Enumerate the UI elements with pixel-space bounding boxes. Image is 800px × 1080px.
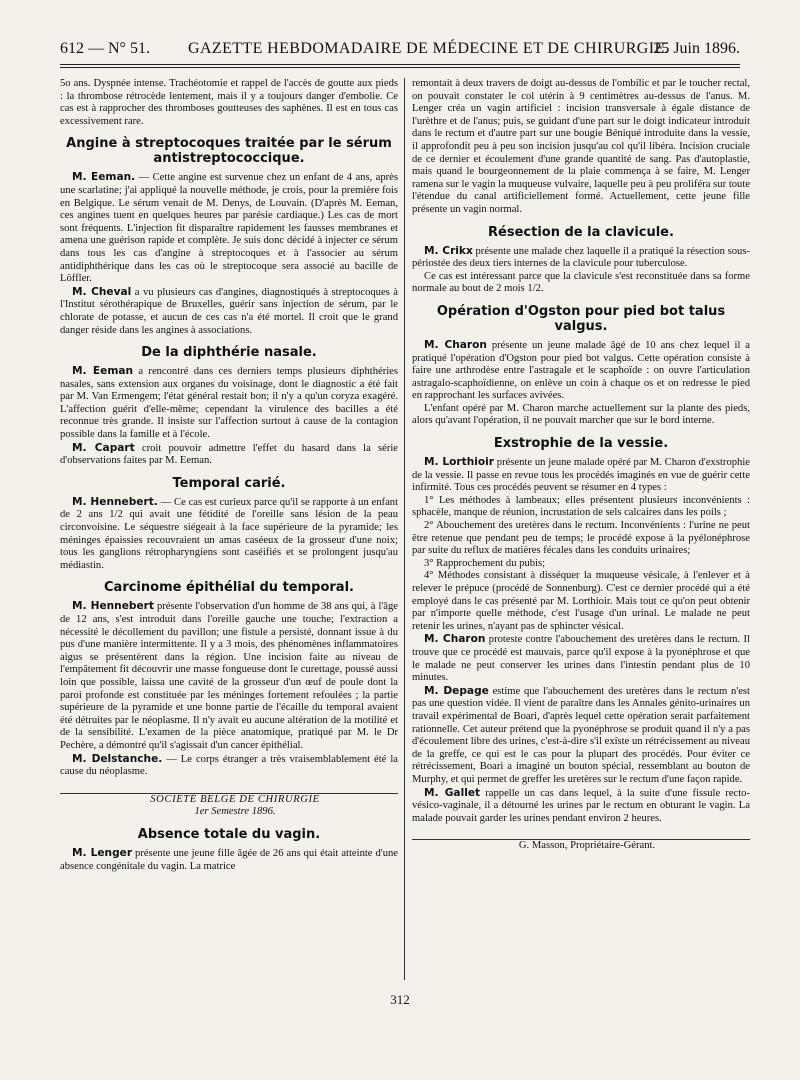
paragraph-text: — Ce cas est curieux parce qu'il se rapporte à un enfant de 2 ans 1/2 qui avait une fétidité de l'oreille sans lésion de la peau circonvoisine. Le séquestre siégeait à la face supérieure de la pyramide; les méninges épaissies recouvraient un amas caséeux de la grosseur d'une noix; tous les ganglions rétropharyngiens sont caséifiés et se prolongent jusqu'au médiastin. bbox=[60, 496, 398, 571]
speaker-name: M. Charon bbox=[424, 633, 486, 646]
paragraph-text: — Le corps étranger a très vraisemblablement été la cause du néoplasme. bbox=[60, 753, 398, 778]
list-item: 4° Méthodes consistant à disséquer la muqueuse vésicale, à l'enlever et à relever le prépuce (procédé de Sonnenburg). C'est ce dernier procédé qui a été employé dans le cas présenté par M. Lorthioir. Mais tout ce qu'on peut obtenir par n'importe quelle méthode, c'est l'usage d'un urinal. Le malade ne peut retenir les urines, n'ayant pas de sphincter vésical. bbox=[412, 570, 750, 632]
paragraph bbox=[412, 339, 750, 403]
paragraph bbox=[60, 171, 398, 285]
paragraph-text: présente un jeune malade âgé de 10 ans chez lequel il a pratiqué l'opération d'Ogston pour pied bot valgus. Cette opération consiste à faire une arthrodèse entre l'astragale et le scaphoïde : on ouvre l'articulation astragalo-scaphoïdienne, on enlève un coin à chaque os et on redresse le pied en rapprochant les surfaces avivées. bbox=[412, 339, 750, 402]
paragraph bbox=[412, 685, 750, 787]
paragraph-text: présente une jeune fille âgée de 26 ans qui était atteinte d'une absence congénitale du vagin. La matrice bbox=[60, 847, 398, 872]
list-item: 3° Rapprochement du pubis; bbox=[424, 557, 546, 569]
section-title-vagin: Absence totale du vagin. bbox=[137, 826, 321, 842]
speaker-name: M. Depage bbox=[424, 684, 489, 697]
page-number: 312 bbox=[390, 992, 410, 1007]
paragraph bbox=[60, 496, 398, 573]
section-title-diphtherie: De la diphthérie nasale. bbox=[141, 345, 317, 361]
list-item: 1° Les méthodes à lambeaux; elles présentent plusieurs inconvénients : sphacèle, manque de réunion, incrustation de sels calcaires dans les poils ; bbox=[412, 494, 750, 519]
left-column bbox=[60, 78, 398, 978]
paragraph bbox=[412, 456, 750, 495]
paragraph-text: — Cette angine est survenue chez un enfant de 4 ans, après une scarlatine; j'ai appliqué la nouvelle méthode, je crois, pour la première fois en Belgique. Le sérum venait de M. Denys, de Louvain. (D'après M. Eeman, ces angines tuent en quelques heures par parésie cardiaque.) Les cas de mort sont fréquents. L'injection fit disparaître rapidement les fausses membranes et amena une guérison rapide et complète. Je suis donc décidé à injecter ce sérum dans tous les cas d'angine à streptocoques et à l'associer au sérum antidiphthérique dans les cas où le streptocoque sera associé au bacille de Löffler. bbox=[60, 172, 398, 285]
paragraph bbox=[60, 286, 398, 337]
speaker-name: M. Eeman bbox=[72, 365, 134, 378]
paragraph bbox=[60, 753, 398, 779]
speaker-name: M. Hennebert. bbox=[72, 495, 158, 508]
paragraph-text: présente l'observation d'un homme de 38 ans qui, à l'âge de 12 ans, s'est introduit dans l'oreille gauche une touche; l'extraction a nécessité le décollement du pavillon; une fistule a persisté, donnant issue à du pus d'une manière intermittente. Il y a 3 mois, des phénomènes inflammatoires aigus se présentèrent dans la région. Une incision faite au niveau de l'empâtement fit découvrir une masse fongueuse dont le curettage, poussé aussi loin que possible, laissa une cavité de la grosseur d'un œuf de poule dont la paroi profonde est constituée par les méninges fortement refoulées ; la partie supérieure de la pyramide et une bonne partie de l'écaille du temporal avaient été détruites par le néoplasme. Il n'y avait eu aucune altération de la motilité et de la sensibilité. L'examen de la pièce anatomique, pratiqué par M. le Dr Pechère, a démontré qu'il s'agissait d'un cancer épithélial. bbox=[60, 601, 398, 751]
paragraph bbox=[60, 847, 398, 873]
speaker-name: M. Eeman. bbox=[72, 171, 136, 184]
paragraph-text: présente un jeune malade opéré par M. Charon d'exstrophie de la vessie. Il passe en revue tous les procédés imaginés en vue de guérir cette infirmité. Tous ces procédés peuvent se résumer en 4 types : bbox=[412, 457, 750, 494]
paragraph: L'enfant opéré par M. Charon marche actuellement sur la plante des pieds, alors qu'avant l'opération, il ne pouvait marcher que sur le bord interne. bbox=[412, 402, 750, 427]
header-date: 25 Juin 1896. bbox=[653, 40, 740, 57]
header-issue: 612 — N° 51. bbox=[60, 40, 150, 57]
column-divider bbox=[404, 78, 405, 980]
society-heading: SOCIÉTÉ BELGE DE CHIRURGIE bbox=[150, 793, 320, 805]
right-column bbox=[412, 78, 750, 978]
section-title-ogston: Opération d'Ogston pour pied bot talus valgus. bbox=[436, 303, 726, 334]
paragraph: Ce cas est intéressant parce que la clavicule s'est reconstituée dans sa forme normale au bout de 2 mois 1/2. bbox=[412, 270, 750, 295]
paragraph bbox=[60, 442, 398, 468]
paragraph-text: présente une malade chez laquelle il a pratiqué la résection sous-périostée des deux tiers internes de la clavicule pour tuberculose. bbox=[412, 245, 750, 270]
section-title-angine: Angine à streptocoques traitée par le sérum antistreptococcique. bbox=[66, 136, 392, 167]
speaker-name: M. Lenger bbox=[72, 846, 133, 859]
speaker-name: M. Hennebert bbox=[72, 600, 154, 613]
paragraph bbox=[60, 365, 398, 442]
intro-paragraph: 5o ans. Dyspnée intense. Trachéotomie et rappel de l'accès de goutte aux pieds : la thrombose rétrocède lentement, mais il y a toujours danger d'embolie. Ce cas est à rapprocher des thromboses goutteuses des saphènes. Il est en tous cas excessivement rare. bbox=[60, 78, 398, 127]
list-item: 2° Abouchement des uretères dans le rectum. Inconvénients : l'urine ne peut être retenue que pendant peu de temps; le procédé expose à la pyélonéphrose par suite du reflux de matières fécales dans les conduits urinaires; bbox=[412, 520, 750, 557]
paragraph-text: a rencontré dans ces derniers temps plusieurs diphthéries nasales, sans extension aux organes du voisinage, dont le diagnostic a été fait par M. Van Ermengem; l'état général restait bon; il n'y a qu'un coryza exagéré. L'affection guérit d'elle-même; cependant la virulence des bacilles a été reconnue très grande. Il insiste sur l'affection surtout à cause de la contagion possible dans la famille et à l'école. bbox=[60, 366, 398, 441]
paragraph-text: proteste contre l'abouchement des uretères dans le rectum. Il trouve que ce procédé est mauvais, parce qu'il expose à la pyonéphrose et que le malade ne peut conserver les urines dans l'intestin pendant plus de 10 minutes. bbox=[412, 634, 750, 684]
speaker-name: M. Charon bbox=[424, 338, 487, 351]
header-rule bbox=[60, 64, 740, 65]
publisher-signature: G. Masson, Propriétaire-Gérant. bbox=[518, 840, 656, 852]
paragraph-text: estime que l'abouchement des uretères dans le rectum n'est pas une question vidée. Il vient de paraître dans les Annales génito-urinaires un travail expérimental de Boari, d'après lequel cette opération serait parfaitement rationnelle. Cet auteur prétend que la pyonéphrose se produit quand il n'y a pas d'écoulement libre des urines, c'est-à-dire s'il existe un rétrécissement au niveau de la greffe, ce qui est le cas pour la plupart des procédés. Pour éviter ce rétrécissement, Boari a imaginé un bouton spécial, ressemblant au bouton de Murphy, et qui permet de greffer les uretères sur le rectum d'une façon rapide. bbox=[412, 685, 750, 785]
paragraph bbox=[412, 633, 750, 684]
speaker-name: M. Gallet bbox=[424, 786, 481, 799]
semester-label: 1er Semestre 1896. bbox=[194, 806, 276, 818]
paragraph-text: a vu plusieurs cas d'angines, diagnostiqués à streptocoques à l'Institut sérothérapique de Bruxelles, guérir sans injection de sérum, par le chlorate de potasse, et aucun de ces cas n'a été mortel. Il croit que le grand danger réside dans les angines à associations. bbox=[60, 286, 398, 336]
speaker-name: M. Delstanche. bbox=[72, 752, 163, 765]
paragraph bbox=[60, 600, 398, 752]
page-header bbox=[60, 40, 740, 62]
speaker-name: M. Cheval bbox=[72, 285, 132, 298]
speaker-name: M. Capart bbox=[72, 441, 135, 454]
section-title-exstrophie: Exstrophie de la vessie. bbox=[493, 436, 669, 452]
header-rule-2 bbox=[60, 67, 740, 68]
paragraph bbox=[412, 245, 750, 271]
section-title-carcinome: Carcinome épithélial du temporal. bbox=[104, 580, 354, 596]
speaker-name: M. Crikx bbox=[424, 244, 473, 257]
continued-paragraph: remontait à deux travers de doigt au-dessus de l'ombilic et par le toucher rectal, on pouvait constater le col utérin à 9 centimètres au-dessus de l'anus. M. Lenger créa un vagin artificiel : incision transversale à égale distance de l'urèthre et de l'anus; puis, se guidant d'une part sur le doigt indicateur introduit dans le rectum et d'autre part sur une bougie Béniqué introduite dans la vessie, il approfondit peu à peu son incision jusqu'au col qu'il libéra. Incision cruciale de ce dernier et écoulement d'une grande quantité de sang. Pas d'autoplastie, mais quand le bourgeonnement de la plaie commença à se faire, M. Lenger ramena sur le vagin la muqueuse vulvaire, laquelle peu à peu proliféra sur toute l'étendue du canal artificiellement formé. Actuellement, cette jeune fille présente un vagin normal. bbox=[412, 78, 750, 215]
paragraph-text: croit pouvoir admettre l'effet du hasard dans la série d'observations faites par M. Eeman. bbox=[60, 442, 398, 467]
section-title-clavicule: Résection de la clavicule. bbox=[488, 224, 674, 240]
paragraph bbox=[412, 787, 750, 826]
paragraph-text: rappelle un cas dans lequel, à la suite d'une fissule recto-vésico-vaginale, il a détourné les urines par le rectum en obturant le vagin. La malade pouvait garder les urines pendant environ 2 heures. bbox=[412, 787, 750, 824]
speaker-name: M. Lorthioir bbox=[424, 456, 494, 469]
section-title-temporal-carie: Temporal carié. bbox=[172, 475, 286, 491]
header-journal-title: GAZETTE HEBDOMADAIRE DE MÉDECINE ET DE CHIRURGIE. bbox=[188, 40, 670, 57]
